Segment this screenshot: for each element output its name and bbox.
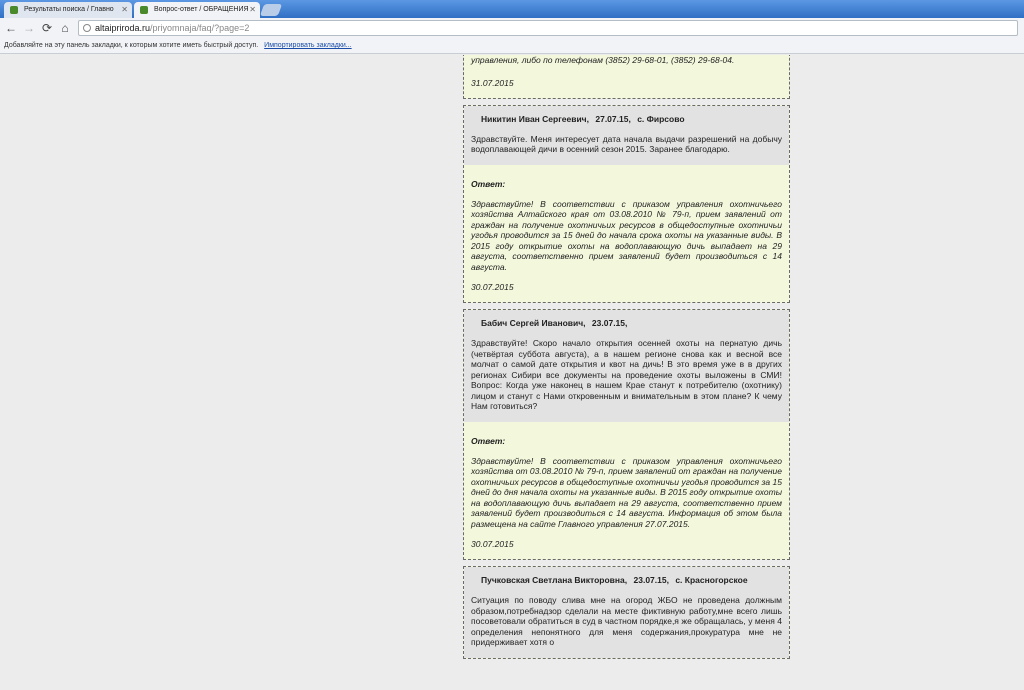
author-name: Пучковская Светлана Викторовна, — [481, 575, 628, 585]
globe-icon — [83, 24, 91, 32]
tab-label: Результаты поиска / Главно — [24, 6, 114, 13]
site-favicon-icon — [10, 6, 18, 14]
page-content — [0, 55, 1024, 690]
question-header — [471, 316, 782, 338]
tab-faq[interactable] — [134, 2, 260, 18]
author-name: Никитин Иван Сергеевич, — [481, 113, 589, 124]
faq-entry — [463, 309, 790, 560]
close-tab-icon[interactable]: ✕ — [249, 5, 256, 14]
question-text: Здравствуйте. Меня интересует дата начала выдачи разрешений на добычу водоплавающей дичи в осенний сезон 2015. Заранее благодарю. — [471, 133, 782, 154]
answer-date: 30.07.2015 — [471, 539, 514, 549]
back-arrow-icon[interactable]: ← — [5, 21, 17, 35]
import-bookmarks-link[interactable]: Импортировать закладки... — [264, 42, 352, 49]
browser-toolbar — [0, 18, 1024, 38]
bookmarks-hint: Добавляйте на эту панель закладки, к которым хотите иметь быстрый доступ. — [4, 42, 259, 49]
address-host: altaipriroda.ru — [95, 23, 151, 33]
tab-label: Вопрос-ответ / ОБРАЩЕНИЯ — [154, 6, 249, 13]
question-header — [471, 573, 782, 595]
address-bar[interactable] — [78, 20, 1018, 36]
question-text: Ситуация по поводу слива мне на огород ЖБО не проведена должным образом,потребнадзор сделали на месте фиктивную работу,мне всего лишь посоветовали обратиться в суд в частном порядке,я же обращалась, у меня 4 определения непонятного для меня содержания,прокуратура мне не придерживает хотя о — [471, 595, 782, 647]
tab-strip — [0, 0, 1024, 18]
author-place: с. Красногорское — [675, 575, 748, 585]
site-favicon-icon — [140, 6, 148, 14]
answer-text: Здравствуйте! В соответствии с приказом управления охотничьего хозяйства Алтайского края от 03.08.2010 № 79-п, прием заявлений от граждан на получение охотничьих ресурсов в общедоступные охотничьи угодья проводится за 15 дней до начала срока охоты на указанные виды. В 2015 году открытие охоты на водоплавающую дичь выпадает на 29 августа, соответственно прием заявлений будет производиться с 14 августа. — [471, 198, 782, 272]
answer-label: Ответ: — [471, 178, 506, 189]
forward-arrow-icon[interactable]: → — [23, 21, 35, 35]
question-date: 23.07.15, — [591, 318, 628, 328]
faq-entry — [463, 105, 790, 304]
answer-label: Ответ: — [471, 435, 506, 446]
faq-entry — [463, 55, 790, 99]
answer-date: 31.07.2015 — [471, 77, 514, 88]
author-name: Бабич Сергей Иванович, — [481, 318, 586, 328]
answer-block — [464, 422, 789, 560]
answer-text: Здравствуйте! В соответствии с приказом управления охотничьего хозяйства от 03.08.2010 № 79-п, прием заявлений от граждан на получение охотничьих ресурсов в общедоступные охотничьи угодья проводится за 15 дней до дня начала охоты на указанные виды. В 2015 году открытие охоты на водоплавающую дичь выпадает на 29 августа, соответственно прием заявлений будет производиться с 14 августа. Информация об этом была размещена на сайте Главного управления 27.07.2015. — [471, 455, 782, 529]
reload-icon[interactable]: ⟳ — [41, 21, 53, 35]
question-text: Здравствуйте! Скоро начало открытия осенней охоты на пернатую дичь (четвёртая суббота августа), а в нашем регионе снова как и весной все молчат о самой дате открытия и квот на дичь! В это время уже в в других регионах Сибири все документы на проведение охоты выложены в СМИ! Вопрос: Когда уже наконец в нашем Крае станут к потребителю (охотнику) лицом и станут с Нами откровенным и внимательным в этом плане? К чему Нам готовиться? — [471, 338, 782, 411]
question-block — [464, 310, 789, 422]
question-block — [464, 106, 789, 165]
close-tab-icon[interactable]: ✕ — [121, 5, 128, 14]
question-date: 27.07.15, — [595, 113, 631, 124]
author-place: с. Фирсово — [637, 113, 685, 124]
answer-block — [464, 165, 789, 303]
answer-text: управления, либо по телефонам (3852) 29-68-01, (3852) 29-68-04. — [471, 55, 735, 65]
faq-column — [463, 55, 790, 665]
tab-search-results[interactable] — [4, 2, 132, 18]
address-path: /priyomnaja/faq/?page=2 — [150, 23, 250, 33]
bookmarks-bar — [0, 38, 1024, 54]
question-header — [471, 112, 782, 134]
question-block — [464, 567, 789, 658]
answer-block — [464, 55, 789, 98]
new-tab-button[interactable] — [260, 4, 282, 16]
question-date: 23.07.15, — [633, 575, 669, 585]
faq-entry — [463, 566, 790, 659]
answer-date: 30.07.2015 — [471, 282, 514, 292]
home-icon[interactable]: ⌂ — [61, 21, 69, 35]
